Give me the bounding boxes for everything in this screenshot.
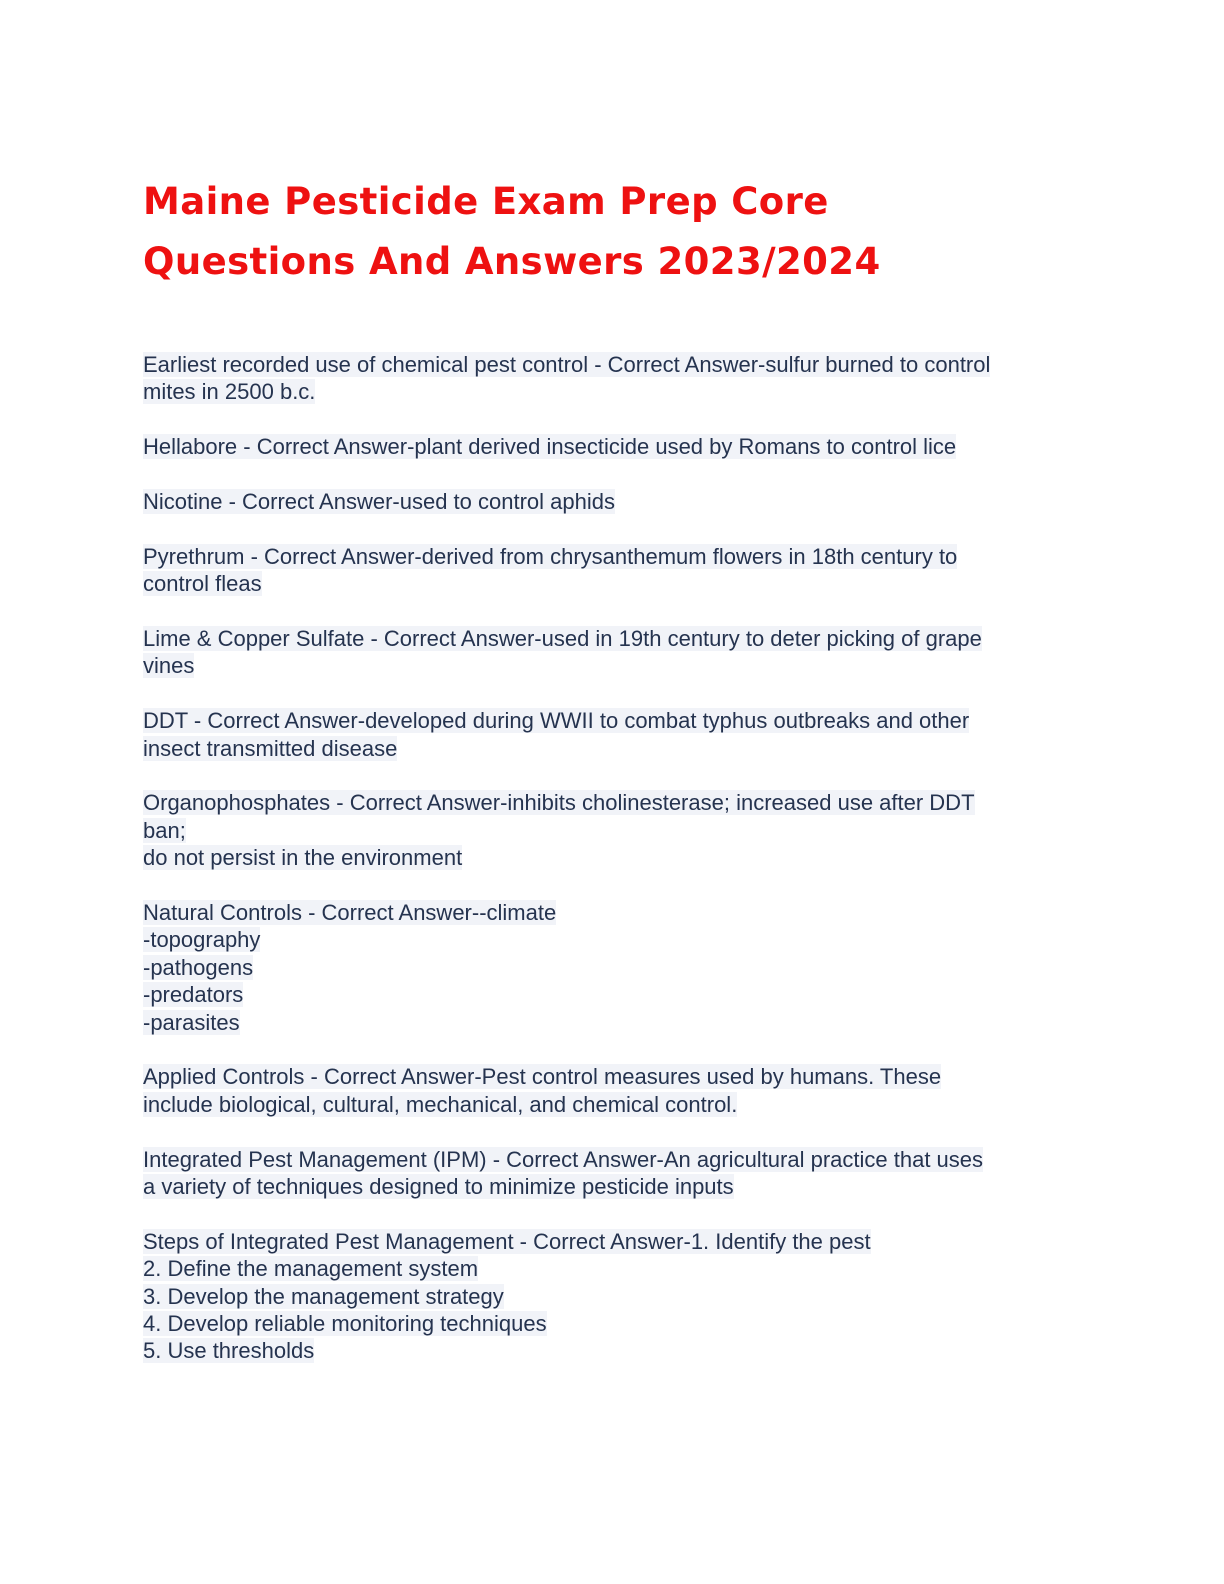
qa-line	[143, 1228, 1073, 1255]
title-line-1: Maine Pesticide Exam Prep Core	[143, 180, 829, 223]
qa-line	[143, 1283, 1073, 1310]
qa-line	[143, 1091, 1073, 1118]
qa-line-text: Earliest recorded use of chemical pest control - Correct Answer-sulfur burned to control	[143, 352, 991, 377]
qa-entry	[143, 1146, 1073, 1201]
qa-line	[143, 817, 1073, 844]
qa-line-text: a variety of techniques designed to minimize pesticide inputs	[143, 1174, 734, 1200]
qa-entry	[143, 488, 1073, 515]
qa-line-text: 3. Develop the management strategy	[143, 1283, 504, 1309]
qa-line	[143, 1173, 1073, 1200]
qa-line	[143, 1337, 1073, 1364]
qa-line	[143, 378, 1073, 405]
qa-line-text: DDT - Correct Answer-developed during WWII to combat typhus outbreaks and other	[143, 708, 970, 734]
qa-line	[143, 1310, 1073, 1337]
qa-entry	[143, 1228, 1073, 1365]
qa-line	[143, 652, 1073, 679]
qa-line-text: Lime & Copper Sulfate - Correct Answer-used in 19th century to deter picking of grape	[143, 626, 982, 651]
qa-line	[143, 543, 1073, 570]
qa-line-text: Steps of Integrated Pest Management - Correct Answer-1. Identify the pest	[143, 1228, 871, 1254]
qa-entry	[143, 789, 1073, 871]
qa-line	[143, 1009, 1073, 1036]
qa-line-text: insect transmitted disease	[143, 735, 398, 761]
qa-entry	[143, 543, 1073, 598]
qa-line-text: -parasites	[143, 1009, 240, 1035]
qa-line	[143, 735, 1073, 762]
qa-entry	[143, 625, 1073, 680]
qa-line	[143, 707, 1073, 734]
qa-line	[143, 844, 1073, 871]
qa-line	[143, 570, 1073, 597]
qa-line	[143, 954, 1073, 981]
qa-line-text: mites in 2500 b.c.	[143, 379, 316, 405]
qa-line-text: Pyrethrum - Correct Answer-derived from chrysanthemum flowers in 18th century to	[143, 543, 958, 569]
qa-line-text: Applied Controls - Correct Answer-Pest control measures used by humans. These	[143, 1064, 942, 1090]
qa-line	[143, 433, 1073, 460]
qa-line	[143, 1146, 1073, 1173]
qa-line-text: -topography	[143, 927, 261, 953]
qa-line-text: include biological, cultural, mechanical, and chemical control.	[143, 1091, 738, 1117]
qa-line-text: 5. Use thresholds	[143, 1338, 315, 1364]
qa-line-text: Hellabore - Correct Answer-plant derived insecticide used by Romans to control lice	[143, 434, 957, 460]
document-title	[143, 172, 1143, 292]
title-line-2: Questions And Answers 2023/2024	[143, 240, 881, 283]
qa-entry	[143, 351, 1073, 406]
qa-line-text: -predators	[143, 982, 244, 1008]
qa-line	[143, 899, 1073, 926]
qa-line	[143, 926, 1073, 953]
qa-line	[143, 1255, 1073, 1282]
qa-entry	[143, 433, 1073, 460]
qa-line	[143, 1063, 1073, 1090]
qa-line-text: -pathogens	[143, 954, 254, 980]
qa-line-text: Integrated Pest Management (IPM) - Correct Answer-An agricultural practice that uses	[143, 1146, 984, 1172]
qa-line-text: ban;	[143, 817, 186, 843]
qa-line-text: Organophosphates - Correct Answer-inhibits cholinesterase; increased use after DDT	[143, 790, 975, 816]
qa-line-text: Natural Controls - Correct Answer--climate	[143, 900, 557, 926]
qa-line-text: vines	[143, 653, 195, 679]
qa-line	[143, 981, 1073, 1008]
qa-line-text: do not persist in the environment	[143, 845, 463, 871]
qa-list	[143, 351, 1073, 1392]
qa-entry	[143, 899, 1073, 1036]
qa-line-text: 2. Define the management system	[143, 1256, 479, 1282]
qa-line-text: Nicotine - Correct Answer-used to control aphids	[143, 489, 615, 514]
qa-entry	[143, 707, 1073, 762]
qa-line-text: control fleas	[143, 571, 262, 597]
qa-entry	[143, 1063, 1073, 1118]
qa-line	[143, 789, 1073, 816]
qa-line	[143, 351, 1073, 378]
qa-line	[143, 625, 1073, 652]
qa-line	[143, 488, 1073, 515]
qa-line-text: 4. Develop reliable monitoring techniques	[143, 1311, 547, 1337]
